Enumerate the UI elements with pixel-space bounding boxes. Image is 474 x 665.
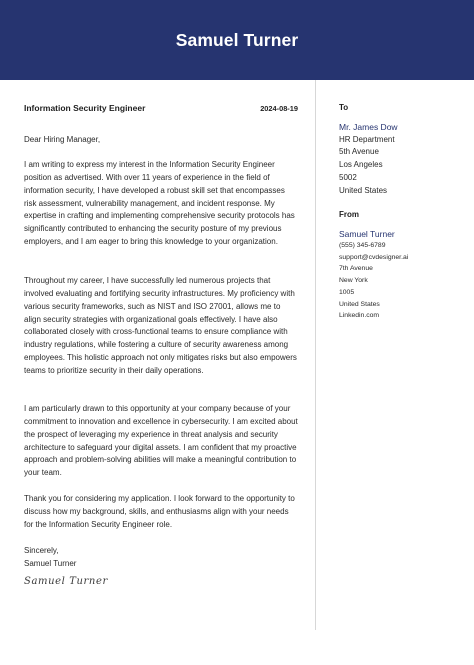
paragraph-2: Throughout my career, I have successfully led numerous projects that involved evaluating and fortifying security infrastructures. My proficiency with various security frameworks, such as NIST and ISO 27001, allows me to align security strategies with organizational goals effectively. I have also collaborated closely with cross-functional teams to ensure compliance with industry regulations, while fostering a culture of security awareness among employees. This holistic approach not only mitigates risks but also empowers teams to prioritize security in their daily operations.	[24, 276, 297, 375]
sender-name: Samuel Turner	[339, 229, 395, 239]
column-divider	[315, 80, 316, 630]
letter-meta	[24, 103, 298, 113]
to-label: To	[339, 103, 349, 112]
sender-website: Linkedin.com	[339, 312, 380, 320]
recipient-block	[339, 121, 398, 197]
paragraph-1: I am writing to express my interest in the Information Security Engineer position as advertised. With over 11 years of experience in the field of information security, I have developed a robust skill set that encompasses risk assessment, vulnerability management, and incident response. My expertise in crafting and implementing comprehensive security protocols has significantly contributed to enhancing the security posture of my previous employers, and I am eager to bring this knowledge to your organization.	[24, 160, 295, 247]
recipient-city: Los Angeles	[339, 160, 383, 170]
recipient-country: United States	[339, 185, 388, 195]
sender-country: United States	[339, 300, 380, 308]
sender-zip: 1005	[339, 288, 355, 296]
letter-date: 2024-08-19	[260, 104, 298, 113]
salutation: Dear Hiring Manager,	[24, 135, 101, 144]
sender-phone: (555) 345-6789	[339, 242, 386, 249]
closing-name: Samuel Turner	[24, 558, 77, 568]
handwritten-signature: Samuel Turner	[24, 576, 108, 587]
sender-city: New York	[339, 277, 368, 285]
recipient-name: Mr. James Dow	[339, 122, 398, 132]
recipient-department: HR Department	[339, 134, 395, 144]
from-label: From	[339, 210, 359, 219]
paragraph-3: I am particularly drawn to this opportunity at your company because of your commitment to innovation and excellence in cybersecurity. I am excited about the prospect of leveraging my experience in threat analysis and security architecture to safeguard your digital assets. I am confident that my proactive approach and problem-solving abilities will make a meaningful contribution to your team.	[24, 404, 298, 478]
applicant-name: Samuel Turner	[175, 29, 299, 50]
recipient-zip: 5002	[339, 172, 357, 182]
paragraph-4: Thank you for considering my application. I look forward to the opportunity to discuss how my background, skills, and enthusiasms align with your needs for the Information Security Engineer role.	[24, 494, 295, 529]
sender-street: 7th Avenue	[339, 265, 373, 273]
recipient-street: 5th Avenue	[339, 147, 379, 157]
job-title: Information Security Engineer	[24, 103, 146, 113]
sender-block	[339, 228, 408, 322]
sender-email: support@cvdesigner.ai	[339, 253, 409, 261]
closing: Sincerely,	[24, 546, 59, 555]
header-banner	[0, 0, 474, 80]
